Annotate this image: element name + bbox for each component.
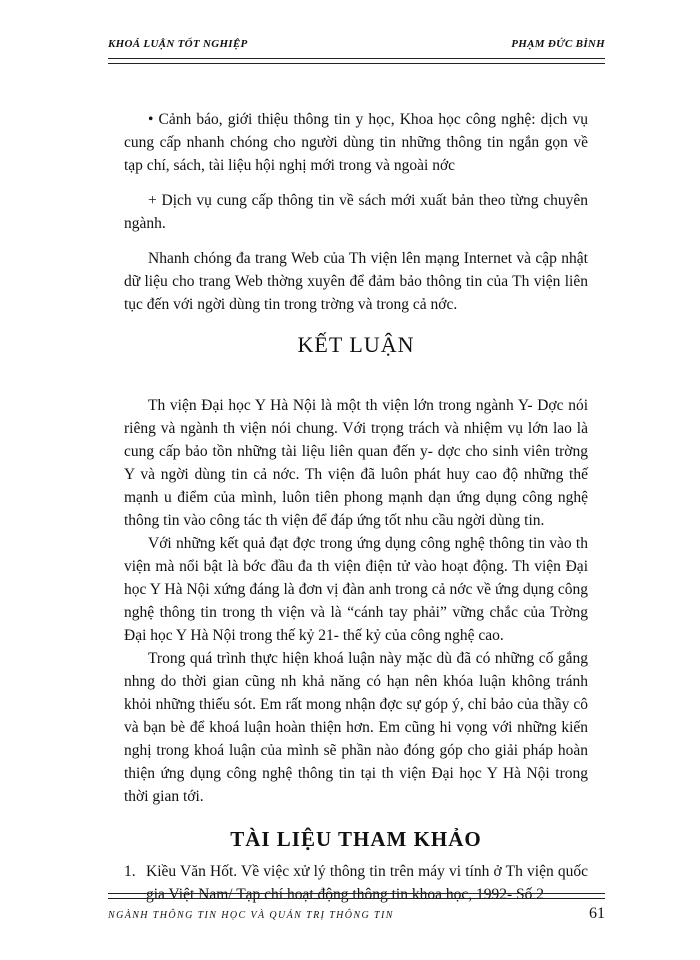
page-number: 61 — [589, 905, 605, 922]
header-author: PHẠM ĐỨC BÌNH — [511, 38, 605, 50]
footer-department: NGÀNH THÔNG TIN HỌC VÀ QUẢN TRỊ THÔNG TIN — [108, 910, 394, 921]
references-heading: TÀI LIỆU THAM KHẢO — [230, 827, 482, 851]
page-header — [108, 38, 605, 50]
header-left-title: KHOÁ LUẬN TỐT NGHIỆP — [108, 38, 248, 50]
web-paragraph: Nhanh chóng đa trang Web của Th viện lên mạng Internet và cập nhật dữ liệu cho trang Web thờng xuyên để đảm bảo thông tin của Th viện liên tục đến với ngời dùng tin trong trờng và trong cả nớc. — [124, 250, 588, 313]
header-rule — [108, 58, 605, 64]
conclusion-paragraph: Trong quá trình thực hiện khoá luận này mặc dù đã có những cố gắng nhng do thời gian cũng nh khả năng có hạn nên khóa luận không tránh khỏi những thiếu sót. Em rất mong nhận đợc sự góp ý, chỉ bảo của thầy cô và bạn bè để khoá luận hoàn thiện hơn. Em cũng hi vọng với những kiến nghị trong khoá luận của mình sẽ phần nào đóng góp cho giải pháp hoàn thiện ứng dụng công nghệ thông tin tại th viện Đại học Y Hà Nội trong thời gian tới. — [124, 650, 588, 805]
references-list — [124, 860, 588, 906]
page-footer — [108, 905, 605, 923]
page-body — [124, 108, 588, 906]
reference-number: 1. — [124, 863, 136, 880]
reference-text: Kiều Văn Hốt. Về việc xử lý thông tin trên máy vi tính ở Th viện quốc gia Việt Nam/ Tạp chí hoạt động thông tin khoa học, 1992- Số 2 — [146, 863, 588, 903]
conclusion-heading: KẾT LUẬN — [297, 332, 415, 357]
bullet-paragraph: • Cảnh báo, giới thiệu thông tin y học, Khoa học công nghệ: dịch vụ cung cấp nhanh chóng cho người dùng tin những thông tin ngắn gọn về tạp chí, sách, tài liệu hội nghị mới trong và ngoài nớc — [124, 111, 588, 174]
plus-paragraph: + Dịch vụ cung cấp thông tin về sách mới xuất bản theo từng chuyên ngành. — [124, 192, 588, 232]
reference-item — [124, 860, 588, 906]
conclusion-paragraph: Với những kết quả đạt đợc trong ứng dụng công nghệ thông tin vào th viện mà nổi bật là bớc đầu đa th viện điện tử vào hoạt động. Th viện Đại học Y Hà Nội xứng đáng là đơn vị đàn anh trong cả nớc về ứng dụng công nghệ thông tin trong th viện và là “cánh tay phải” vững chắc của Trờng Đại học Y Hà Nội trong thế kỷ 21- thế kỷ của công nghệ cao. — [124, 535, 588, 644]
conclusion-paragraph: Th viện Đại học Y Hà Nội là một th viện lớn trong ngành Y- Dợc nói riêng và ngành th viện nói chung. Với trọng trách và nhiệm vụ lớn lao là cung cấp bảo tồn những tài liệu liên quan đến y- dợc cho sinh viên trờng Y và ngời dùng tin cả nớc. Th viện đã luôn phát huy cao độ những thế mạnh u điểm của mình, luôn tiên phong mạnh dạn ứng dụng công nghệ thông tin vào công tác th viện để đáp ứng tốt nhu cầu ngời dùng tin. — [124, 397, 588, 529]
footer-rule — [108, 893, 605, 899]
